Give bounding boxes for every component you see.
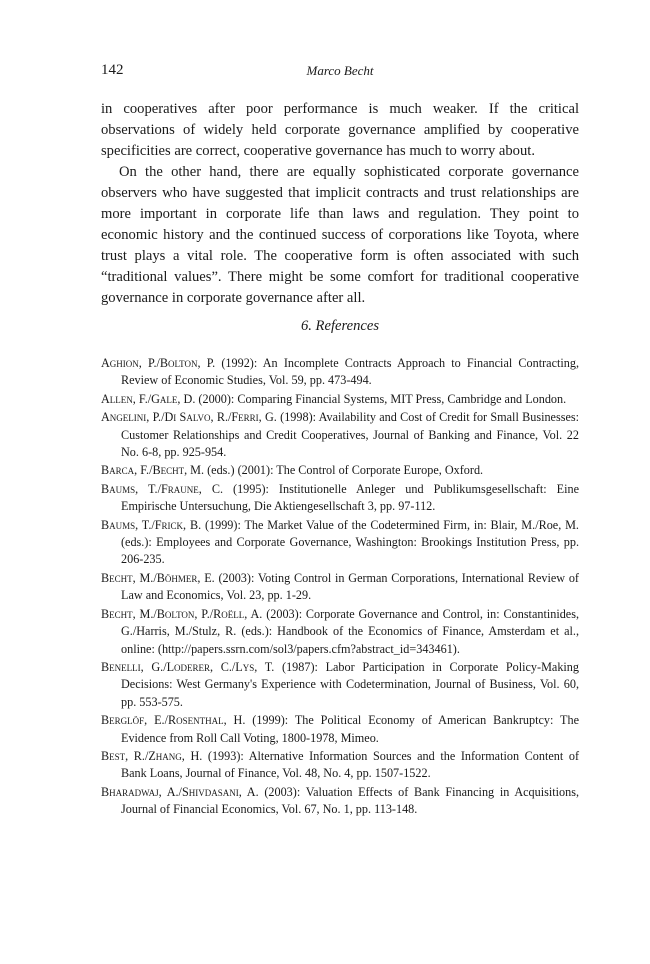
reference-entry: [101, 606, 579, 658]
reference-text: (2000): Comparing Financial Systems, MIT Press, Cambridge and London.: [195, 391, 567, 406]
reference-authors: Aghion, P./Bolton, P.: [101, 356, 216, 370]
reference-text: (eds.) (2001): The Control of Corporate Europe, Oxford.: [204, 463, 484, 478]
reference-entry: [101, 462, 579, 479]
reference-entry: [101, 784, 579, 819]
reference-authors: Benelli, G./Loderer, C./Lys, T.: [101, 659, 275, 674]
reference-authors: Barca, F./Becht, M.: [101, 463, 205, 478]
reference-text: (1999): The Political Economy of American Bankruptcy: The Evidence from Roll Call Voting, 1800-1978, Mimeo.: [121, 713, 579, 745]
reference-authors: Allen, F./Gale, D.: [101, 391, 196, 406]
body-text: [101, 99, 579, 309]
reference-authors: Becht, M./Böhmer, E.: [101, 570, 215, 585]
reference-authors: Becht, M./Bolton, P./Roëll, A.: [101, 606, 263, 621]
reference-text: (1993): Alternative Information Sources and the Information Content of Bank Loans, Journal of Finance, Vol. 48, No. 4, pp. 1507-1522.: [121, 748, 580, 781]
reference-text: (1998): Availability and Cost of Credit for Small Businesses: Customer Relationships and Credit Cooperatives, Journal of Banking and Finance, Vol. 22 No. 6-8, pp. 925-954.: [121, 410, 579, 460]
reference-text: (2003): Voting Control in German Corporations, International Review of Law and Economics, Vol. 23, pp. 1-29.: [121, 570, 579, 603]
reference-authors: Baums, T./Frick, B.: [101, 517, 202, 532]
reference-entry: [101, 409, 579, 461]
reference-authors: Angelini, P./Di Salvo, R./Ferri, G.: [101, 410, 277, 425]
reference-entry: [101, 712, 579, 747]
reference-entry: [101, 355, 579, 390]
reference-authors: Berglöf, E./Rosenthal, H.: [101, 713, 246, 728]
reference-list: [101, 355, 579, 820]
reference-text: (1987): Labor Participation in Corporate Policy-Making Decisions: West Germany's Experience with Codetermination, Journal of Business, Vol. 60, pp. 553-575.: [121, 659, 579, 709]
reference-text: (2003): Valuation Effects of Bank Financing in Acquisitions, Journal of Financial Economics, Vol. 67, No. 1, pp. 113-148.: [121, 784, 579, 817]
running-head: Marco Becht: [306, 63, 374, 78]
page-header: [101, 62, 579, 82]
reference-entry: [101, 659, 579, 711]
reference-authors: Baums, T./Fraune, C.: [101, 481, 223, 496]
reference-entry: [101, 570, 579, 605]
reference-text: (1995): Institutionelle Anleger und Publikumsgesellschaft: Eine Empirische Untersuchung, Die Aktiengesellschaft 3, pp. 97-112.: [121, 481, 579, 514]
reference-entry: [101, 481, 579, 516]
paragraph: in cooperatives after poor performance is much weaker. If the critical observations of widely held corporate governance amplified by cooperative specificities are correct, cooperative governance has much to worry about.: [101, 101, 579, 159]
section-heading: 6. References: [300, 318, 380, 334]
reference-text: (2003): Corporate Governance and Control, in: Constantinides, G./Harris, M./Stulz, R. (eds.): Handbook of the Economics of Finance, Amsterdam et al., online: (http://papers.ssrn.com/sol3/papers.cfm?abstract_id=343461).: [121, 606, 579, 656]
reference-entry: [101, 748, 579, 783]
reference-authors: Bharadwaj, A./Shivdasani, A.: [101, 784, 259, 799]
reference-authors: Best, R./Zhang, H.: [101, 748, 203, 763]
reference-text: (1999): The Market Value of the Codetermined Firm, in: Blair, M./Roe, M. (eds.): Employees and Corporate Governance, Washington: Brookings Institution Press, pp. 206-235.: [121, 517, 579, 567]
reference-text: (1992): An Incomplete Contracts Approach to Financial Contracting, Review of Economic Studies, Vol. 59, pp. 473-494.: [121, 356, 579, 388]
paragraph: On the other hand, there are equally sophisticated corporate governance observers who have suggested that implicit contracts and trust relationships are more important in corporate life than laws and regulation. They point to economic history and the continued success of corporations like Toyota, where trust plays a vital role. The cooperative form is often associated with such “traditional values”. There might be some comfort for traditional cooperative governance in corporate governance after all.: [101, 164, 579, 306]
reference-entry: [101, 391, 579, 408]
reference-entry: [101, 517, 579, 569]
page-number: 142: [101, 62, 124, 78]
